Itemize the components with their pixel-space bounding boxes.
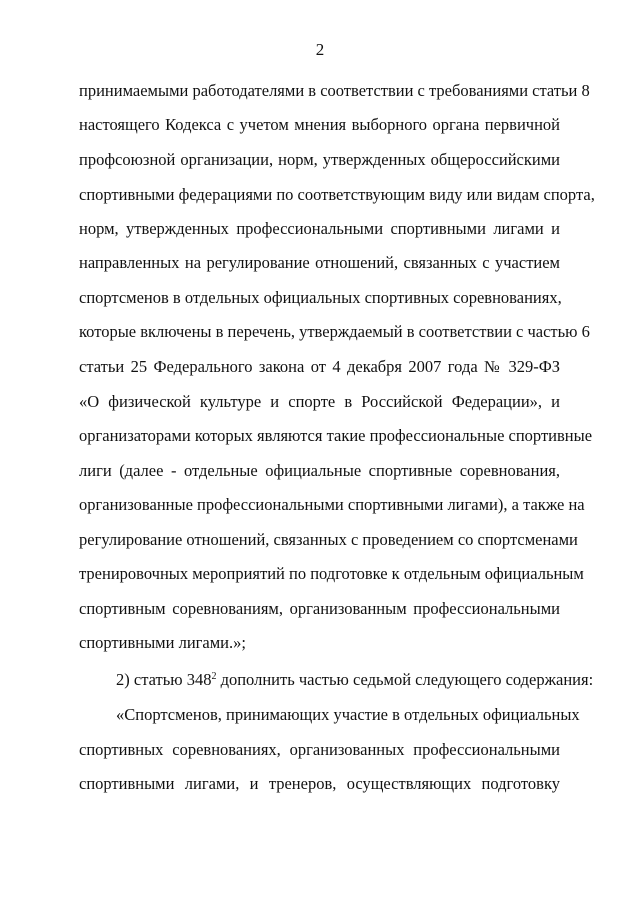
body-line: направленных на регулирование отношений, связанных с участием <box>79 253 560 272</box>
quote-line: спортивных соревнованиях, организованных профессиональными <box>79 740 560 759</box>
body-line: регулирование отношений, связанных с проведением со спортсменами <box>79 530 578 549</box>
item-2-superscript: 2 <box>211 671 217 682</box>
body-line: организаторами которых являются такие профессиональные спортивные <box>79 426 593 445</box>
body-line: настоящего Кодекса с учетом мнения выборного органа первичной <box>79 115 560 134</box>
body-line: спортивными федерациями по соответствующим виду или видам спорта, <box>79 185 595 204</box>
body-line: норм, утвержденных профессиональными спортивными лигами и <box>79 219 560 238</box>
body-line: статьи 25 Федерального закона от 4 декабря 2007 года № 329-ФЗ <box>79 357 560 376</box>
body-line: лиги (далее - отдельные официальные спортивные соревнования, <box>79 461 560 480</box>
quote-line: «Спортсменов, принимающих участие в отдельных официальных <box>116 705 580 724</box>
body-line: которые включены в перечень, утверждаемый в соответствии с частью 6 <box>79 322 590 341</box>
body-line: тренировочных мероприятий по подготовке к отдельным официальным <box>79 564 584 583</box>
item-2-prefix: 2) статью 348 <box>116 670 212 689</box>
item-2-paragraph <box>116 670 594 690</box>
body-line: спортивным соревнованиям, организованным профессиональными <box>79 599 560 618</box>
body-line: принимаемыми работодателями в соответствии с требованиями статьи 8 <box>79 81 590 100</box>
body-line: спортсменов в отдельных официальных спортивных соревнованиях, <box>79 288 562 307</box>
item-2-suffix: дополнить частью седьмой следующего содержания: <box>216 670 594 689</box>
quote-line: спортивными лигами, и тренеров, осуществляющих подготовку <box>79 774 560 793</box>
body-line: организованные профессиональными спортивными лигами), а также на <box>79 495 585 514</box>
body-line: спортивными лигами.»; <box>79 633 246 652</box>
body-line: «О физической культуре и спорте в Российской Федерации», и <box>79 392 560 411</box>
body-line: профсоюзной организации, норм, утвержденных общероссийскими <box>79 150 560 169</box>
page-number: 2 <box>315 40 325 59</box>
